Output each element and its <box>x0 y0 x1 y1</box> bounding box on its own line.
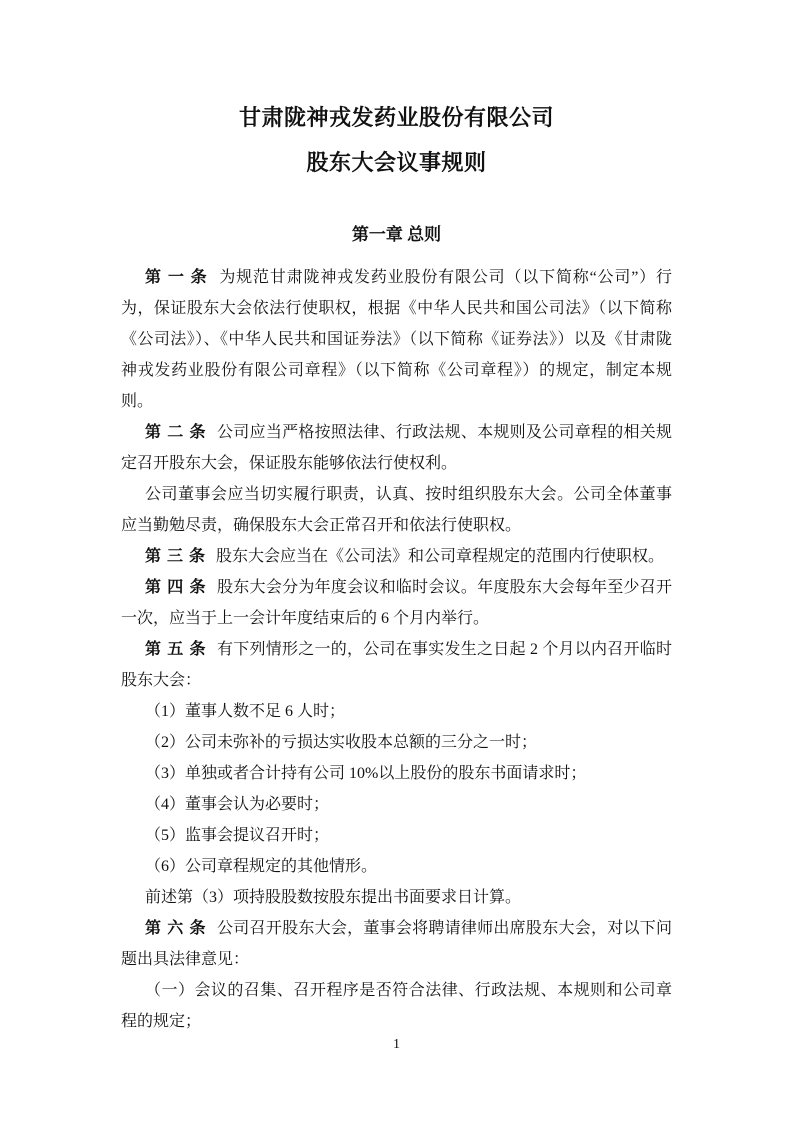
article-paragraph <box>121 262 672 417</box>
paragraph-text: （3）单独或者合计持有公司 10%以上股份的股东书面请求时； <box>145 765 587 782</box>
body-paragraph <box>121 882 672 913</box>
paragraph-text: 股东大会分为年度会议和临时会议。年度股东大会每年至少召开一次，应当于上一会计年度结束后的 6 个月内举行。 <box>121 579 672 627</box>
body-paragraph <box>121 479 672 541</box>
body-paragraph <box>121 975 672 1037</box>
chapter-heading: 第一章 总则 <box>351 225 442 244</box>
article-number: 第三条 <box>145 548 212 565</box>
paragraph-text: 有下列情形之一的，公司在事实发生之日起 2 个月以内召开临时股东大会： <box>121 641 672 689</box>
paragraph-text: （6）公司章程规定的其他情形。 <box>145 858 378 875</box>
body-paragraph <box>121 851 672 882</box>
paragraph-text: 公司董事会应当切实履行职责，认真、按时组织股东大会。公司全体董事应当勤勉尽责，确保股东大会正常召开和依法行使职权。 <box>121 486 672 534</box>
article-number: 第二条 <box>145 424 212 441</box>
paragraph-text: 为规范甘肃陇神戎发药业股份有限公司（以下简称“公司”）行为，保证股东大会依法行使职权，根据《中华人民共和国公司法》（以下简称《公司法》）、《中华人民共和国证券法》（以下简称《证券法》）以及《甘肃陇神戎发药业股份有限公司章程》（以下简称《公司章程》）的规定，制定本规则。 <box>121 269 672 410</box>
article-paragraph <box>121 913 672 975</box>
article-paragraph <box>121 417 672 479</box>
article-number: 第一条 <box>145 269 214 286</box>
article-paragraph <box>121 541 672 572</box>
paragraph-text: （一）会议的召集、召开程序是否符合法律、行政法规、本规则和公司章程的规定； <box>121 982 672 1030</box>
body-paragraph <box>121 727 672 758</box>
paragraph-text: （5）监事会提议召开时； <box>145 827 330 844</box>
article-number: 第四条 <box>145 579 212 596</box>
document-body <box>121 262 672 1037</box>
title-block <box>121 0 672 185</box>
paragraph-text: （4）董事会认为必要时； <box>145 796 330 813</box>
body-paragraph <box>121 696 672 727</box>
body-paragraph <box>121 758 672 789</box>
document-title-line2: 股东大会议事规则 <box>306 150 487 175</box>
document-title-line1: 甘肃陇神戎发药业股份有限公司 <box>238 105 554 130</box>
article-number: 第六条 <box>145 920 212 937</box>
paragraph-text: （2）公司未弥补的亏损达实收股本总额的三分之一时； <box>145 734 538 751</box>
page-number: 1 <box>393 1037 400 1052</box>
paragraph-text: 股东大会应当在《公司法》和公司章程规定的范围内行使职权。 <box>216 548 665 565</box>
article-paragraph <box>121 634 672 696</box>
body-paragraph <box>121 789 672 820</box>
paragraph-text: 公司应当严格按照法律、行政法规、本规则及公司章程的相关规定召开股东大会，保证股东能够依法行使权利。 <box>121 424 672 472</box>
article-paragraph <box>121 572 672 634</box>
paragraph-text: 前述第（3）项持股股数按股东提出书面要求日计算。 <box>145 889 522 906</box>
paragraph-text: （1）董事人数不足 6 人时； <box>145 703 346 720</box>
article-number: 第五条 <box>145 641 212 658</box>
paragraph-text: 公司召开股东大会，董事会将聘请律师出席股东大会，对以下问题出具法律意见： <box>121 920 672 968</box>
body-paragraph <box>121 820 672 851</box>
